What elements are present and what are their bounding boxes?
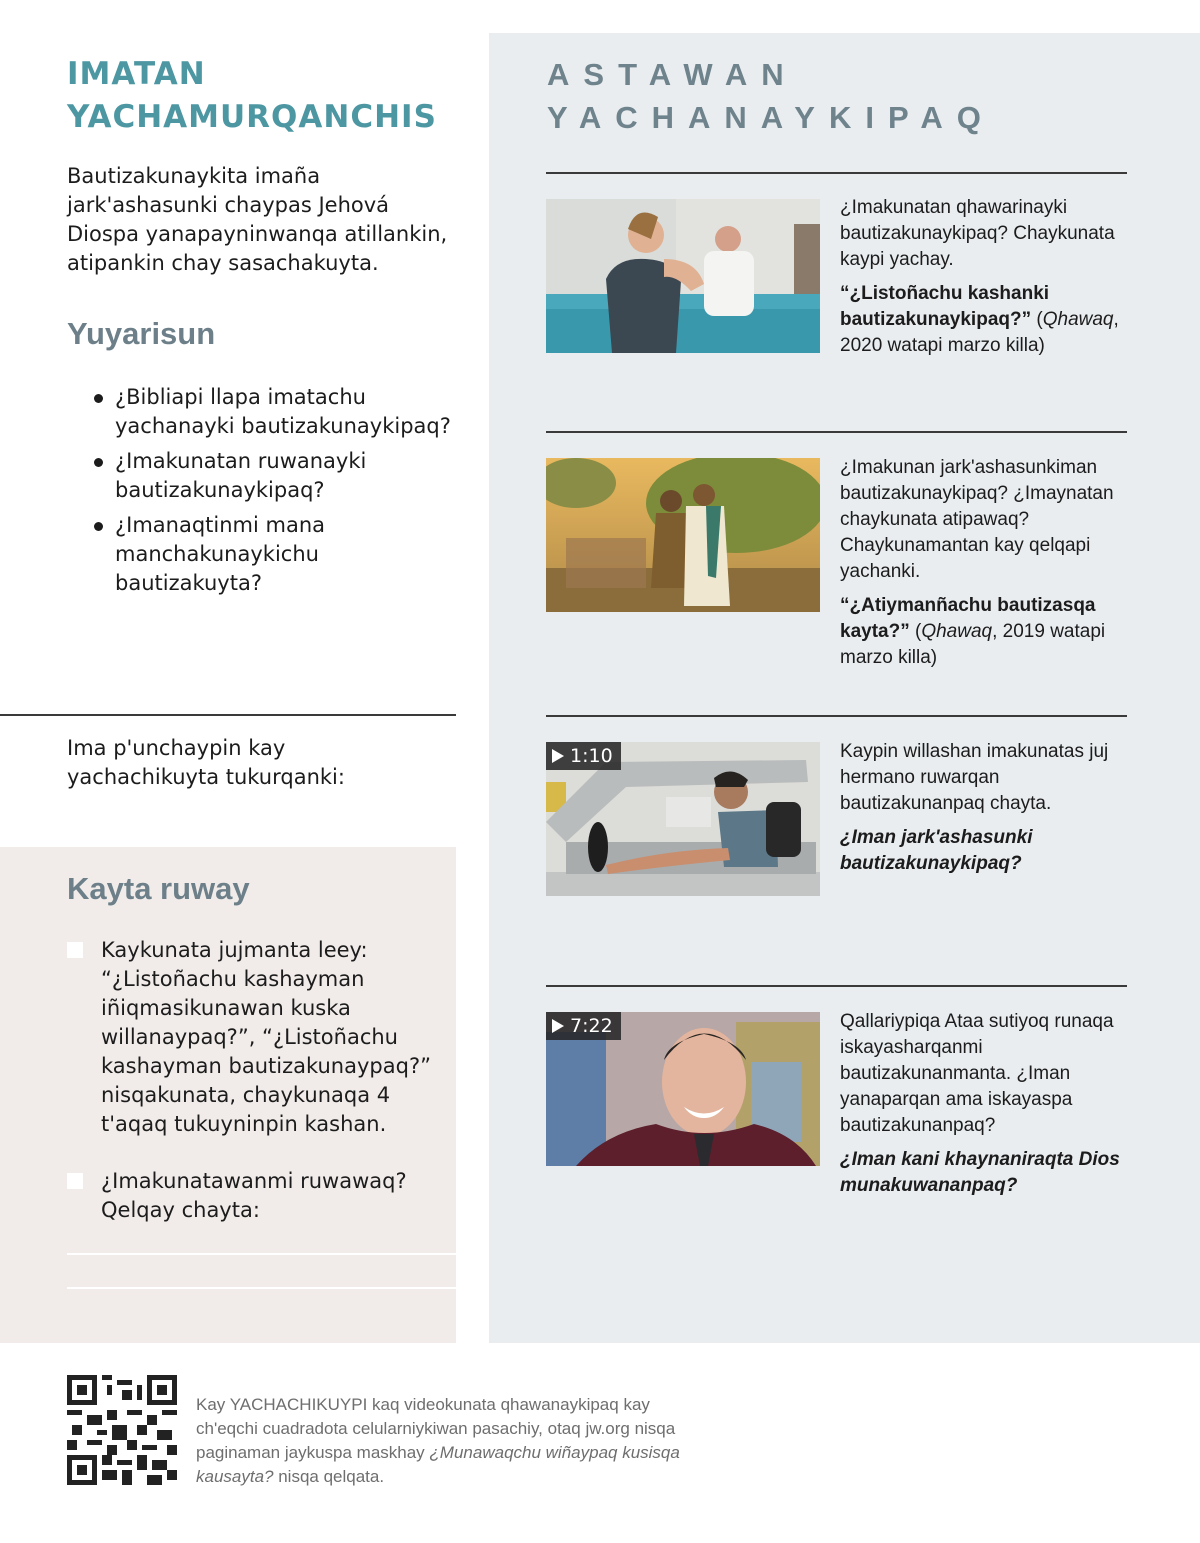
right-divider [546,715,1127,717]
left-divider [0,714,456,716]
play-icon [552,1019,564,1033]
jesus-walking-with-disciple-painting [546,458,820,612]
review-item: ¿Imanaqtinmi mana manchakunaykichu bautizakuyta? [67,511,452,598]
video-thumbnail-driver[interactable] [546,742,820,896]
video-title-link[interactable]: ¿Iman jark'ashasunki bautizakunaykipaq? [840,827,1033,874]
review-list [67,383,452,604]
video-2 [840,1009,1130,1199]
footer-instructions: Kay YACHACHIKUYPI kaq videokunata qhawanaykipaq kay ch'eqchi cuadradota celularniykiwan pasachiy, otaq jw.org nisqa paginaman jaykuspa maskhay ¿Munawaqchu wiñaypaq kusisqa kausayta? nisqa qelqata. [196,1395,680,1486]
review-item: ¿Imakunatan ruwanayki bautizakunaykipaq? [67,447,452,505]
write-in-line[interactable] [67,1253,456,1255]
right-divider [546,172,1127,174]
further-study-title-line1: ASTAWAN [547,57,798,92]
completion-date-prompt: Ima p'unchaypin kay yachachikuyta tukurqanki: [67,736,345,789]
qr-code-icon [67,1375,177,1485]
review-item: ¿Bibliapi llapa imatachu yachanayki bautizakunaykipaq? [67,383,452,441]
review-heading: Yuyarisun [67,316,216,351]
article-thumbnail-painting[interactable] [546,458,820,612]
article-thumbnail-baptism[interactable] [546,199,820,353]
article-reference[interactable]: “¿Listoñachu kashanki bautizakunaykipaq?” (Qhawaq, 2020 watapi marzo killa) [840,283,1119,356]
bullet-icon [94,458,103,467]
article-description: ¿Imakunatan qhawarinayki bautizakunaykipaq? Chaykunata kaypi yachay. [840,197,1115,270]
video-description: Qallariypiqa Ataa sutiyoq runaqa iskayasharqanmi bautizakunanmanta. ¿Iman yanaparqan ama iskayaspa bautizakunanpaq? [840,1011,1114,1136]
article-1 [840,195,1130,359]
summary-title-line2: YACHAMURQANCHIS [67,99,437,135]
task-item: Kaykunata jujmanta leey: “¿Listoñachu kashayman iñiqmasikunawan kuska willanaypaq?”, “¿Listoñachu kashayman bautizakunaypaq?” nisqakunata, chaykunaqa 4 t'aqaq tukuyninpin kashan. [67,936,437,1139]
article-description: ¿Imakunan jark'ashasunkiman bautizakunaykipaq? ¿Imaynatan chaykunata atipawaq? Chaykunamantan kay qelqapi yachanki. [840,457,1114,582]
publication-name: Qhawaq [921,621,993,642]
summary-title-line1: IMATAN [67,56,206,92]
qr-code[interactable] [67,1375,177,1485]
right-divider [546,985,1127,987]
video-thumbnail-interview[interactable] [546,1012,820,1166]
video-duration-badge: 7:22 [546,1012,621,1040]
video-duration-badge: 1:10 [546,742,621,770]
video-description: Kaypin willashan imakunatas juj hermano ruwarqan bautizakunanpaq chayta. [840,741,1109,814]
brochure-title: ¿Munawaqchu wiñaypaq kusisqa kausayta? [196,1443,680,1486]
woman-baptism-pool-photo [546,199,820,353]
article-title-link[interactable]: “¿Listoñachu kashanki bautizakunaykipaq?” [840,283,1050,330]
video-1 [840,739,1130,877]
write-in-line[interactable] [67,1287,456,1289]
article-reference[interactable]: “¿Atiymanñachu bautizasqa kayta?” (Qhawaq, 2019 watapi marzo killa) [840,595,1106,668]
summary-title [67,53,437,139]
bullet-icon [94,394,103,403]
further-study-title-line2: YACHANAYKIPAQ [547,100,995,135]
task-item: ¿Imakunatawanmi ruwawaq? Qelqay chayta: [67,1167,437,1225]
article-2 [840,455,1130,671]
right-divider [546,431,1127,433]
further-study-title [547,53,995,139]
task-checkbox[interactable] [67,1173,83,1189]
play-icon [552,749,564,763]
tasks-heading: Kayta ruway [67,871,250,906]
task-checkbox[interactable] [67,942,83,958]
video-title-link[interactable]: ¿Iman kani khaynaniraqta Dios munakuwananpaq? [840,1149,1120,1196]
publication-name: Qhawaq [1042,309,1114,330]
task-list [67,936,437,1225]
bullet-icon [94,522,103,531]
summary-intro: Bautizakunaykita imaña jark'ashasunki chaypas Jehová Diospa yanapayninwanqa atillankin, atipankin chay sasachakuyta. [67,164,448,275]
article-title-link[interactable]: “¿Atiymanñachu bautizasqa kayta?” [840,595,1096,642]
